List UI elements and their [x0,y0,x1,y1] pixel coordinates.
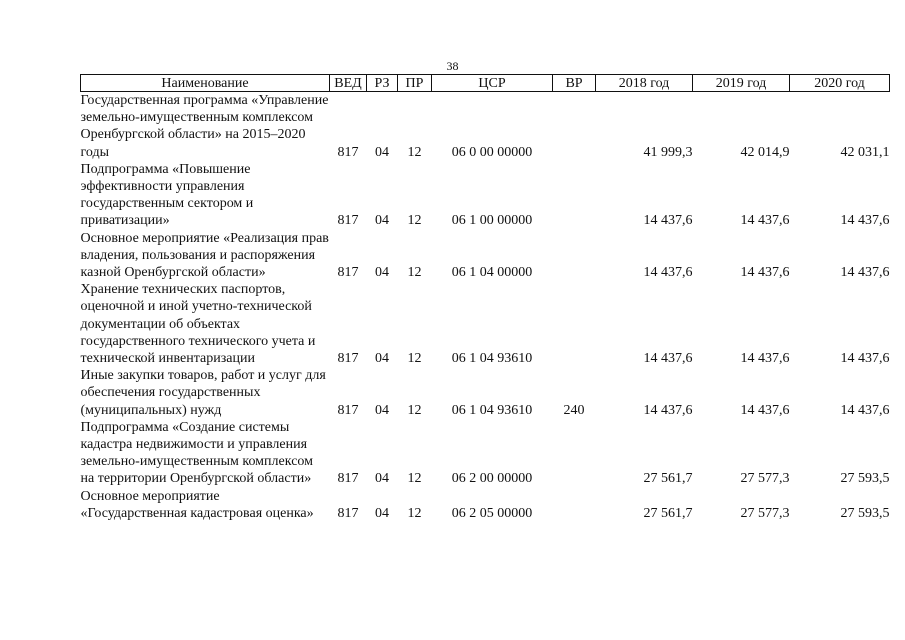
col-header-pr: ПР [398,75,432,92]
row-vr [553,230,596,282]
row-csr: 06 0 00 00000 [451,144,533,160]
table-row [81,230,890,282]
row-2019: 42 014,9 [740,144,790,160]
col-header-csr: ЦСР [432,75,553,92]
table-row [81,488,890,522]
col-header-2018: 2018 год [596,75,693,92]
row-2018: 27 561,7 [643,471,693,487]
row-name: Государственная программа «Управление земельно-имущественным комплексом Оренбургской области» на 2015–2020 годы [80,93,329,160]
row-vr [553,281,596,367]
row-pr: 12 [407,402,422,418]
row-2018: 14 437,6 [643,213,693,229]
row-vr [553,419,596,488]
row-ved: 817 [337,471,359,487]
table-row [81,367,890,419]
row-name: Подпрограмма «Повышение эффективности управления государственным сектором и приватизации» [80,161,254,229]
table-header-row [81,75,890,92]
row-rz: 04 [375,505,389,521]
row-name: Хранение технических паспортов, оценочной и иной учетно-технической документации об объектах государственного технического учета и технической инвентаризации [80,282,316,367]
row-vr [553,92,596,161]
row-name: Подпрограмма «Создание системы кадастра недвижимости и управления земельно-имущественным комплексом на территории Оренбургской области» [80,419,313,487]
row-2020: 14 437,6 [840,402,890,418]
row-rz: 04 [375,471,389,487]
row-vr [553,488,596,522]
row-rz: 04 [375,213,389,229]
row-ved: 817 [337,213,359,229]
row-2019: 27 577,3 [740,471,790,487]
col-header-2020: 2020 год [790,75,890,92]
row-pr: 12 [407,144,422,160]
row-csr: 06 1 04 93610 [451,402,533,418]
table-row [81,281,890,367]
row-2019: 14 437,6 [740,265,790,281]
row-2018: 14 437,6 [643,351,693,367]
table-row [81,161,890,230]
row-ved: 817 [337,144,359,160]
col-header-rz: РЗ [367,75,398,92]
row-vr: 240 [563,402,585,418]
row-rz: 04 [375,265,389,281]
row-csr: 06 1 04 93610 [451,351,533,367]
row-2020: 14 437,6 [840,213,890,229]
table-row [81,419,890,488]
row-pr: 12 [407,471,422,487]
row-rz: 04 [375,144,389,160]
row-csr: 06 1 04 00000 [451,265,533,281]
row-csr: 06 2 00 00000 [451,471,533,487]
row-2018: 27 561,7 [643,505,693,521]
row-ved: 817 [337,402,359,418]
row-name: Иные закупки товаров, работ и услуг для обеспечения государственных (муниципальных) нужд [80,368,326,418]
row-2019: 14 437,6 [740,213,790,229]
row-name: Основное мероприятие «Реализация прав владения, пользования и распоряжения казной Оренбургской области» [80,230,329,281]
row-2019: 14 437,6 [740,351,790,367]
row-2020: 27 593,5 [840,471,890,487]
row-2018: 14 437,6 [643,402,693,418]
col-header-name: Наименование [81,75,330,92]
row-2020: 42 031,1 [840,144,890,160]
row-csr: 06 1 00 00000 [451,213,533,229]
row-2019: 27 577,3 [740,505,790,521]
col-header-2019: 2019 год [693,75,790,92]
row-ved: 817 [337,505,359,521]
row-pr: 12 [407,505,422,521]
row-pr: 12 [407,351,422,367]
row-pr: 12 [407,265,422,281]
row-2018: 41 999,3 [643,144,693,160]
row-rz: 04 [375,402,389,418]
row-pr: 12 [407,213,422,229]
row-2020: 14 437,6 [840,265,890,281]
row-csr: 06 2 05 00000 [451,505,533,521]
row-2020: 14 437,6 [840,351,890,367]
row-name: Основное мероприятие «Государственная кадастровая оценка» [80,488,314,521]
row-2018: 14 437,6 [643,265,693,281]
row-2019: 14 437,6 [740,402,790,418]
row-ved: 817 [337,351,359,367]
col-header-ved: ВЕД [330,75,367,92]
col-header-vr: ВР [553,75,596,92]
row-rz: 04 [375,351,389,367]
row-ved: 817 [337,265,359,281]
page-number: 38 [446,59,459,73]
budget-table [80,74,890,522]
row-2020: 27 593,5 [840,505,890,521]
table-row [81,92,890,161]
row-vr [553,161,596,230]
